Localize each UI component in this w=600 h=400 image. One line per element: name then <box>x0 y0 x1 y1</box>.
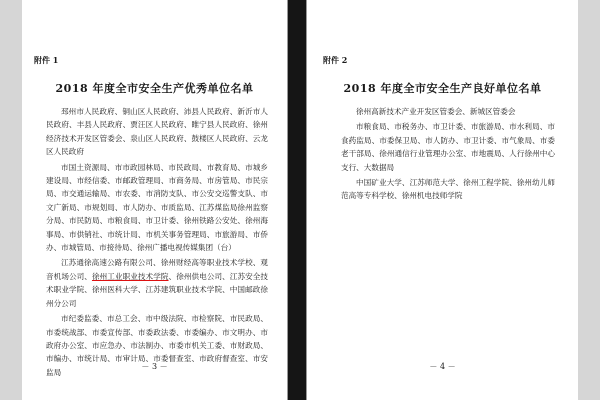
paragraph-enterprises-schools: 江苏通徐高速公路有限公司、徐州财经高等职业技术学校、观音机场公司、徐州工业职业技术学院、徐州供电公司、江苏安全技术职业学院、徐州医科大学、江苏建筑职业技术学院、中国邮政徐州分公司 <box>46 258 269 308</box>
attachment-label: 附件 2 <box>323 55 348 65</box>
page-title: 2018 年度全市安全生产良好单位名单 <box>343 82 542 95</box>
document-body <box>341 105 555 203</box>
paragraph-development-zones: 徐州高新技术产业开发区管委会、新城区管委会 <box>356 107 516 116</box>
highlighted-institution: 徐州工业职业技术学院 <box>91 271 169 281</box>
document-body <box>46 105 268 379</box>
page-title: 2018 年度全市安全生产优秀单位名单 <box>55 82 254 95</box>
attachment-label: 附件 1 <box>34 55 59 65</box>
viewer-background-right <box>578 0 600 400</box>
paragraph-municipal-departments: 市国土资源局、市市政园林局、市民政局、市教育局、市城乡建设局、市经信委、市邮政管理局、市商务局、市房管局、市民宗局、市交通运输局、市农委、市消防支队、市公安交巡警支队、市文广新局、市规划局、市人防办、市质监局、江苏煤监局徐州监察分局、市民防局、市粮食局、市卫计委、徐州铁路公安处、徐州海事局、市供销社、市统计局、市机关事务管理局、市旅游局、市侨办、市城管局、市接待局、徐州广播电视传媒集团（台） <box>46 162 268 253</box>
paragraph-county-governments: 邳州市人民政府、铜山区人民政府、沛县人民政府、新沂市人民政府、丰县人民政府、贾汪区人民政府、睢宁县人民政府、徐州经济技术开发区管委会、泉山区人民政府、鼓楼区人民政府、云龙区人民政府 <box>46 107 268 157</box>
page-gap-divider <box>288 0 306 400</box>
page-number: － 4 － <box>429 362 456 371</box>
document-page-left <box>22 0 288 400</box>
paragraph-party-organs: 市纪委监委、市总工会、市中级法院、市检察院、市民政局、市委统战部、市委宣传部、市委政法委、市委编办、市文明办、市政府办公室、市应急办、市法制办、市委市机关工委、市财政局、市编办、市统计局、市审计局、市委督查室、市政府督查室、市安监局 <box>46 314 268 377</box>
page-number: － 3 － <box>141 362 168 371</box>
viewer-background-left <box>0 0 22 400</box>
paragraph-universities: 中国矿业大学、江苏师范大学、徐州工程学院、徐州幼儿师范高等专科学校、徐州机电技师学院 <box>341 178 555 201</box>
paragraph-municipal-departments: 市粮食局、市税务办、市卫计委、市旅游局、市水利局、市食药监局、市委保卫局、市人防办、市卫计委、市气象局、市委老干部局、徐州通信行业管理办公室、市地震局、人行徐州中心支行、大数据局 <box>341 122 555 172</box>
document-page-right <box>306 0 578 400</box>
